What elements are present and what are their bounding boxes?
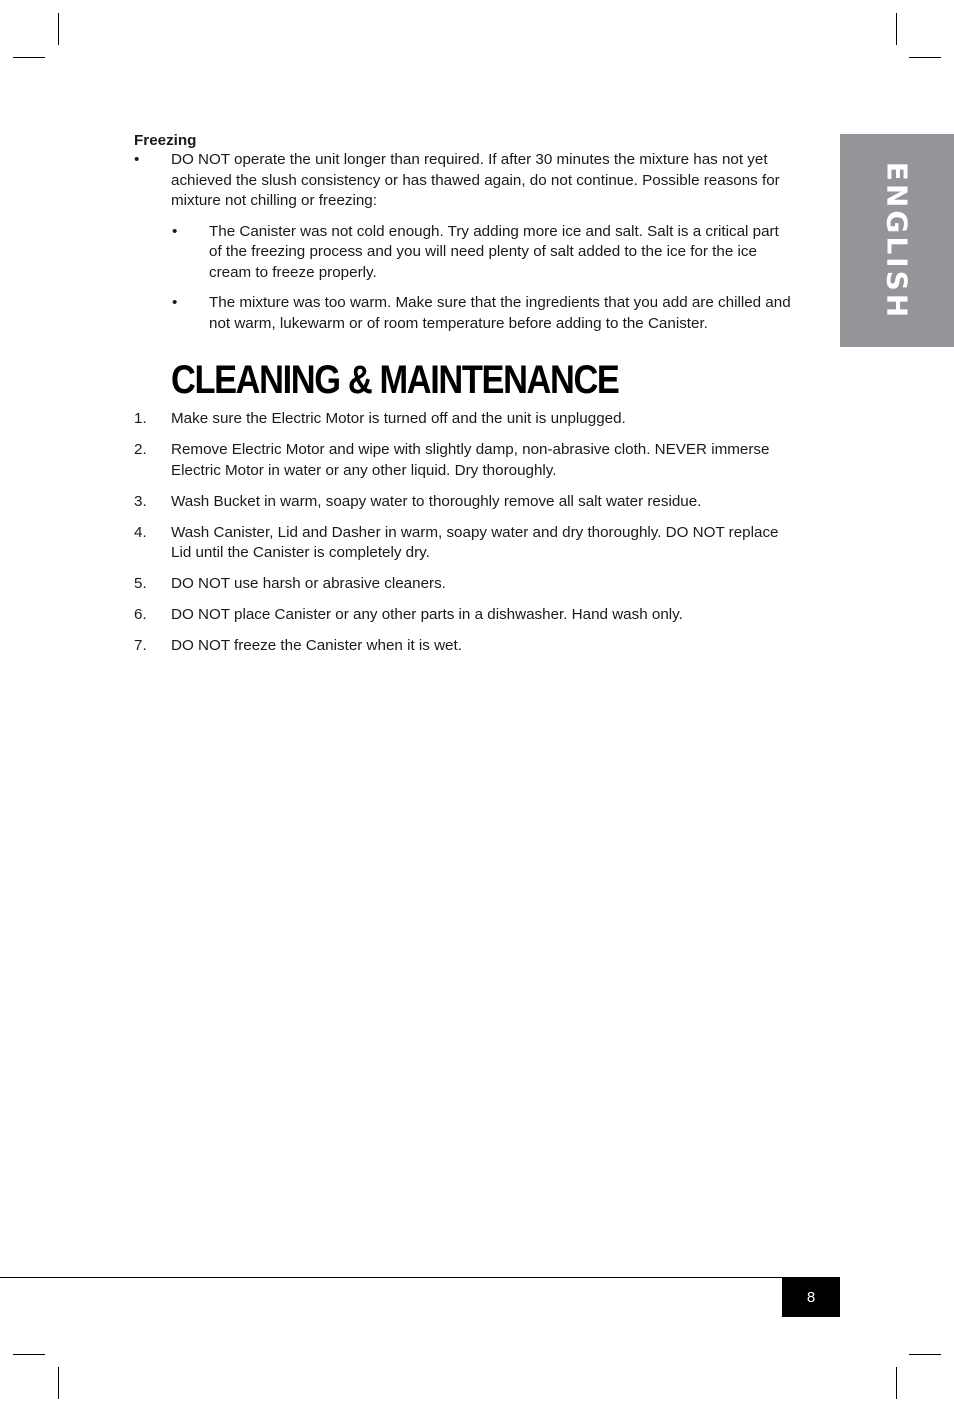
list-item <box>172 293 794 334</box>
page-number-box <box>782 1278 840 1317</box>
list-item <box>134 523 794 564</box>
crop-mark <box>909 57 941 58</box>
list-item <box>134 574 794 595</box>
reason-text: The Canister was not cold enough. Try adding more ice and salt. Salt is a critical part of the freezing process and you will need plenty of salt added to the ice for the ice cream to freeze properly. <box>209 222 779 281</box>
bullet-marker: • <box>172 222 178 240</box>
step-text: Wash Bucket in warm, soapy water to thoroughly remove all salt water residue. <box>171 492 702 510</box>
page-content <box>134 131 794 667</box>
step-text: Make sure the Electric Motor is turned off and the unit is unplugged. <box>171 410 626 427</box>
cleaning-steps-list <box>134 409 794 657</box>
step-number: 5. <box>134 575 147 592</box>
list-item <box>172 222 794 284</box>
language-tab-label: ENGLISH <box>880 161 914 320</box>
freezing-intro-item <box>134 150 794 212</box>
bullet-marker: • <box>172 294 178 311</box>
step-number: 4. <box>134 523 147 541</box>
list-item <box>134 440 794 481</box>
step-number: 3. <box>134 492 147 510</box>
freezing-intro-text: DO NOT operate the unit longer than required. If after 30 minutes the mixture has not yet achieved the slush consistency or has thawed again, do not continue. Possible reasons for mixture not chilling or freezing: <box>171 151 780 209</box>
step-number: 7. <box>134 637 147 654</box>
step-number: 1. <box>134 410 147 427</box>
crop-mark <box>13 57 45 58</box>
step-text: DO NOT place Canister or any other parts in a dishwasher. Hand wash only. <box>171 606 683 623</box>
list-item <box>134 409 794 430</box>
step-text: DO NOT use harsh or abrasive cleaners. <box>171 575 446 592</box>
crop-mark <box>909 1354 941 1355</box>
page-number: 8 <box>806 1289 816 1306</box>
step-text: Remove Electric Motor and wipe with slightly damp, non-abrasive cloth. NEVER immerse Electric Motor in water or any other liquid. Dry thoroughly. <box>171 441 770 479</box>
list-item <box>134 492 794 513</box>
bullet-marker: • <box>134 151 140 168</box>
language-tab <box>840 134 954 347</box>
list-item <box>134 605 794 626</box>
crop-mark <box>896 13 897 45</box>
step-text: Wash Canister, Lid and Dasher in warm, soapy water and dry thoroughly. DO NOT replace Lid until the Canister is completely dry. <box>171 523 779 561</box>
freezing-reasons-list <box>172 222 794 335</box>
crop-mark <box>896 1367 897 1399</box>
footer-rule <box>0 1277 840 1278</box>
section-title: CLEANING & MAINTENANCE <box>171 358 619 402</box>
crop-mark <box>58 1367 59 1399</box>
step-text: DO NOT freeze the Canister when it is wet. <box>171 637 462 654</box>
reason-text: The mixture was too warm. Make sure that the ingredients that you add are chilled and not warm, lukewarm or of room temperature before adding to the Canister. <box>209 294 791 332</box>
step-number: 6. <box>134 606 147 623</box>
crop-mark <box>13 1354 45 1355</box>
crop-mark <box>58 13 59 45</box>
step-number: 2. <box>134 441 147 458</box>
freezing-heading: Freezing <box>134 132 197 149</box>
list-item <box>134 636 794 657</box>
